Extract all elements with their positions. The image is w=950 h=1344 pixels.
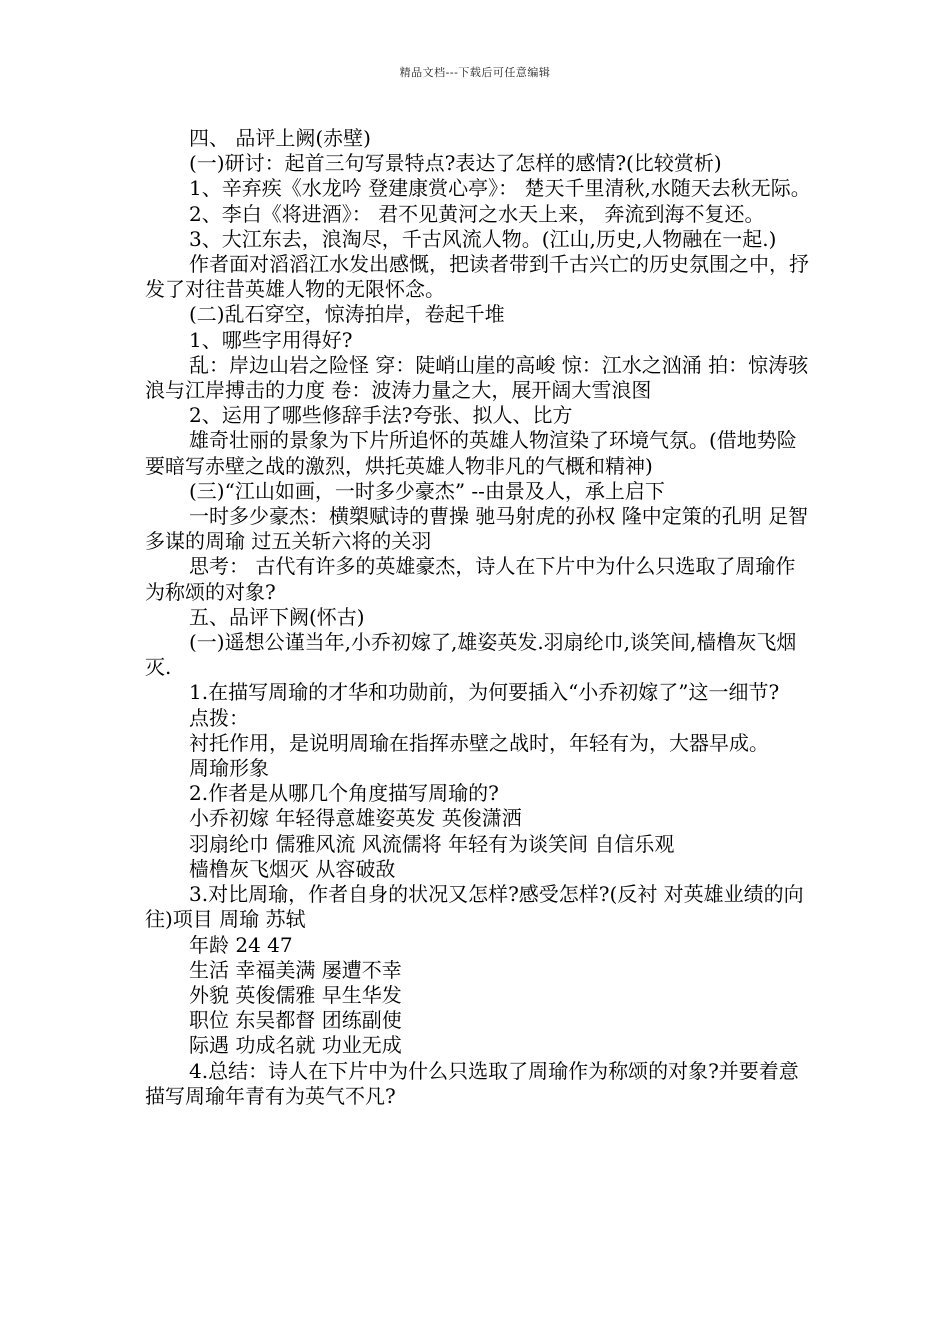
thinking-question: 思考： 古代有许多的英雄豪杰，诗人在下片中为什么只选取了周瑜作为称颂的对象?	[145, 554, 796, 604]
comparison-life: 生活 幸福美满 屡遭不幸	[189, 957, 402, 982]
scene-analysis: 雄奇壮丽的景象为下片所追怀的英雄人物渲染了环境气氛。(借地势险要暗写赤壁之战的激烈，烘托英雄人物非凡的气概和精神)	[145, 428, 797, 478]
heroes-list: 一时多少豪杰：横槊赋诗的曹操 驰马射虎的孙权 隆中定策的孔明 足智多谋的周瑜 过五关斩六将的关羽	[145, 504, 809, 554]
example-dajiang: 3、大江东去，浪淘尽，千古风流人物。(江山,历史,人物融在一起.)	[189, 226, 777, 251]
word-analysis: 乱：岸边山岩之险怪 穿：陡峭山崖的高峻 惊：江水之汹涌 拍：惊涛骇浪与江岸搏击的力度 卷：波涛力量之大，展开阔大雪浪图	[145, 352, 809, 403]
comparison-age: 年龄 24 47	[189, 932, 293, 957]
comparison-fortune: 际遇 功成名就 功业无成	[189, 1033, 402, 1058]
summary-question: 4.总结：诗人在下片中为什么只选取了周瑜作为称颂的对象?并要着意描写周瑜年青有为英气不凡?	[145, 1058, 799, 1108]
angle-line-3: 樯橹灰飞烟灭 从容破敌	[189, 856, 396, 881]
analysis-paragraph: 作者面对滔滔江水发出感慨，把读者带到千古兴亡的历史氛围之中，抒发了对往昔英雄人物的无限怀念。	[145, 252, 809, 302]
angle-line-1: 小乔初嫁 年轻得意雄姿英发 英俊潇洒	[189, 806, 522, 831]
example-xinqiji: 1、辛弃疾《水龙吟 登建康赏心亭》： 楚天千里清秋,水随天去秋无际。	[189, 176, 811, 201]
question-rhetoric: 2、运用了哪些修辞手法?夸张、拟人、比方	[189, 403, 573, 428]
question-word-choice: 1、哪些字用得好?	[189, 327, 353, 352]
hint-label: 点拨：	[189, 705, 249, 730]
question-angles: 2.作者是从哪几个角度描写周瑜的?	[189, 781, 499, 806]
document-body	[145, 126, 813, 1109]
subsection-heading-luanshi: (二)乱石穿空，惊涛拍岸，卷起千堆	[189, 302, 505, 327]
comparison-appearance: 外貌 英俊儒雅 早生华发	[189, 982, 402, 1007]
subsection-heading-jiangshan: (三)“江山如画，一时多少豪杰” --由景及人，承上启下	[189, 478, 665, 503]
hint-answer: 衬托作用，是说明周瑜在指挥赤壁之战时，年轻有为，大器早成。	[189, 730, 769, 755]
angle-line-2: 羽扇纶巾 儒雅风流 风流儒将 年轻有为谈笑间 自信乐观	[189, 831, 675, 856]
question-xiaoqiao: 1.在描写周瑜的才华和功勋前，为何要插入“小乔初嫁了”这一细节?	[189, 680, 780, 705]
subsection-heading-yaoxiang: (一)遥想公谨当年,小乔初嫁了,雄姿英发.羽扇纶巾,谈笑间,樯橹灰飞烟灭.	[145, 630, 797, 680]
comparison-position: 职位 东吴都督 团练副使	[189, 1008, 402, 1033]
section-heading-xiaque: 五、品评下阙(怀古)	[189, 604, 365, 629]
zhouyu-image-heading: 周瑜形象	[189, 756, 269, 781]
section-heading-shangque: 四、 品评上阙(赤壁)	[189, 126, 371, 150]
subsection-heading-yantao: (一)研讨：起首三句写景特点?表达了怎样的感情?(比较赏析)	[189, 151, 722, 176]
question-comparison: 3.对比周瑜，作者自身的状况又怎样?感受怎样?(反衬 对英雄业绩的向往)项目 周瑜 苏轼	[145, 882, 804, 932]
page-header: 精品文档---下载后可任意编辑	[399, 66, 551, 79]
example-libai: 2、李白《将进酒》： 君不见黄河之水天上来， 奔流到海不复还。	[189, 201, 765, 226]
